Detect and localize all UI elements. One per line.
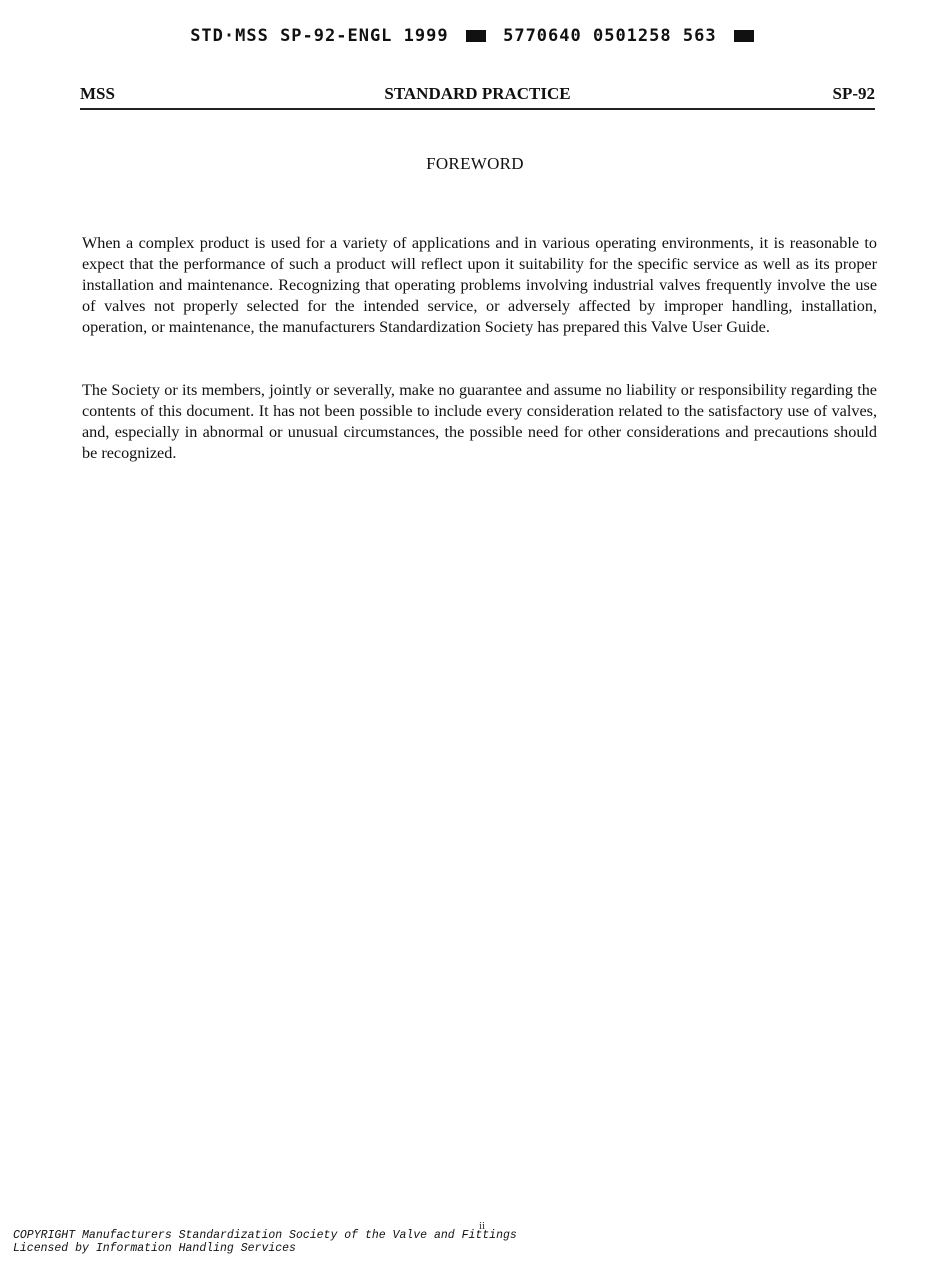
header-org: MSS	[80, 84, 115, 103]
footer-copyright-line: COPYRIGHT Manufacturers Standardization Society of the Valve and Fittings	[13, 1229, 517, 1242]
paragraph: When a complex product is used for a variety of applications and in various operating environments, it is reasonable to expect that the performance of such a product will reflect upon it suitability for the specific service as well as its proper installation and maintenance. Recognizing that operating problems involving industrial valves frequently involve the use of valves not properly selected for the intended service, or adversely affected by improper handling, installation, operation, or maintenance, the manufacturers Standardization Society has prepared this Valve User Guide.	[82, 234, 877, 337]
copyright-footer	[13, 1229, 517, 1255]
document-stamp	[0, 26, 950, 46]
stamp-block-mark	[466, 30, 486, 42]
header-doc-id: SP-92	[832, 84, 875, 103]
paragraph: The Society or its members, jointly or severally, make no guarantee and assume no liability or responsibility regarding the contents of this document. It has not been possible to include every consideration related to the satisfactory use of valves, and, especially in abnormal or unusual circumstances, the possible need for other considerations and precautions should be recognized.	[82, 381, 877, 463]
stamp-block-mark	[734, 30, 754, 42]
stamp-left-text: STD·MSS SP-92-ENGL 1999	[190, 26, 449, 46]
page-header	[80, 84, 875, 110]
header-title: STANDARD PRACTICE	[384, 84, 571, 103]
page-number: ii	[479, 1220, 486, 1232]
page-title: FOREWORD	[426, 154, 524, 173]
footer-license-line: Licensed by Information Handling Services	[13, 1242, 296, 1255]
stamp-right-text: 5770640 0501258 563	[503, 26, 717, 46]
